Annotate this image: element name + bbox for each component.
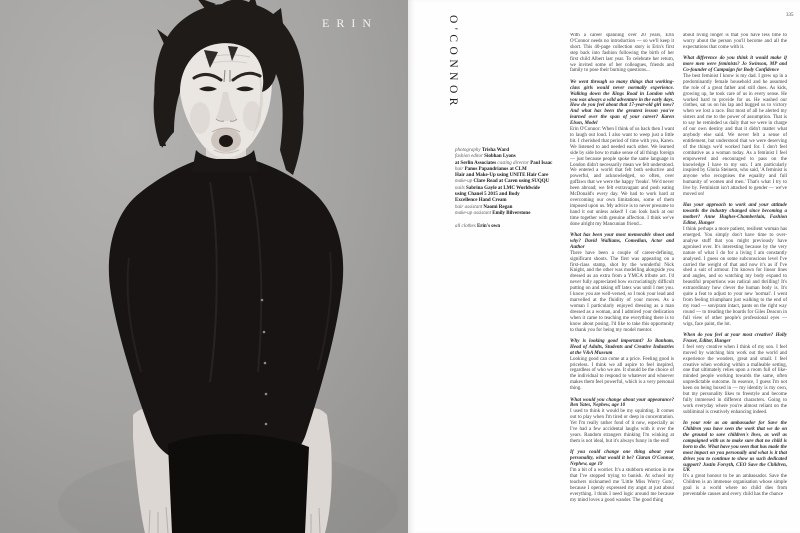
question-answer-block (683, 203, 787, 327)
question-answer-block (570, 450, 674, 503)
credit-line: make-up Clare Read at Caren using SUQQU (455, 179, 550, 185)
question-text: Has your approach to work and your attitude towards the industry changed since becoming a mother? Anne Hughes-Chamberlain, Fashion Editor, Hunger (683, 203, 787, 227)
answer-text: I think perhaps a more patient, resilient woman has emerged. You simply don't have time to over-analyse stuff that you might previously have agonised over. It's interesting because by the very nature of what I do for a living I am constantly analysed. I guess on some subconscious level I've carried the weight of that and now it's as if I've shed a suit of armour. I'm known for linear lines and angles, and so watching my body expand to beautiful proportions was radical and thrilling! It's extraordinary how clever the human body is. It's quite a feat to adjust to your new 'normal'. I went from feeling triumphant just walking to the end of my road — son/pram intact, pants on the right way round — to treading the boards for Giles Deacon in full view of other people's professional eyes — wigs, face paint, the lot. (683, 227, 787, 327)
question-answer-block (683, 56, 787, 198)
question-text: We went through so many things that working-class girls would never normally experience. Walking down the Kings Road in London with you was always a wild adventure in the early days. How do you feel about that 17-year-old girl now? And what has been the greatest lesson you've learned over the span of your career? Karen Elson, Model (570, 79, 674, 127)
credit-line: fashion editor Siobhan Lyons (455, 154, 516, 160)
question-text: Why is looking good important? Jo Banham, Head of Adults, Students and Creative Industries at the V&A Museum (570, 338, 674, 356)
question-answer-block (570, 233, 674, 333)
question-text: When do you feel at your most creative? Holly Fraser, Editor, Hunger (683, 333, 787, 344)
question-answer-block (570, 398, 674, 445)
credit-line: Hair and Make-Up using UNITE Hair Care (455, 173, 549, 179)
credit-line: hair assistant Naomi Regan (455, 204, 513, 210)
intro-paragraph: about living longer is that you have less time to worry about the person you'll become and all the expectations that come with it. (683, 33, 787, 50)
question-text: What would you change about your appearance? Ben Yates, Nephew, age 10 (570, 397, 674, 409)
answer-text: I used to think it would be my squinting. It comes out to play when I'm tired or deep in concentration. Yet I'm really rather fond of it now, especially as I've had a few accidental laughs with it over the years. Random strangers thinking I'm winking at them is not ideal, but it's always funny in the end! (570, 409, 674, 444)
answer-text: I'm a bit of a worrier. It's a stubborn emotion in me that I've stopped trying to banish. At school my teachers nicknamed me 'Little Miss Worry Guts', because I openly expressed my angst at just about everything. I think I need logic around me because my mind loves a good wander. The good thing (570, 468, 674, 503)
page-number: 335 (786, 13, 794, 18)
page-title-vertical: O'CONNOR (447, 15, 459, 110)
question-text: What has been your most memorable shoot and why? David Walliams, Comedian, Actor and Author (570, 233, 674, 250)
credit-line: nails Sabrina Gayle at LMC Worldwide (455, 185, 540, 191)
article-column-2 (683, 33, 787, 528)
credits-block (455, 148, 583, 231)
question-answer-block (683, 333, 787, 416)
credit-line: Excellence Hand Cream (455, 198, 507, 204)
black-skirt (168, 434, 309, 533)
question-answer-block (570, 80, 674, 228)
answer-text: Looking good can come at a price. Feeling good is priceless. I think we all aspire to feel inspired, regardless of who we are. It should be the choice of the individual to respond to whatever and whoever makes them feel powerful, which is a very personal thing. (570, 356, 674, 392)
credit-line: make-up assistant Emily Bilverstone (455, 210, 531, 216)
answer-text: I feel very creative when I think of my son. I feel moved by watching him work out the world and experience the wonders, great and small. I feel creative when working within a malleable setting, one that ultimately relies upon a room full of like-minded people working towards the same, often unpredictable outcome. In essence, I guess I'm not keen on being boxed in — my identity is my own, but my personality likes to freestyle and become fully immersed in different characters. Going to work everyday where you're almost reliant on the subliminal is creatively enhancing indeed. (683, 344, 787, 415)
question-answer-block (683, 421, 787, 498)
question-text: If you could change one thing about your personality, what would it be? Ciaran O'Connor, Nephew, age 19 (570, 450, 674, 468)
answer-text: The best feminist I know is my dad. I grew up in a predominantly female household and he assumed the role of a great father and still does. As kids, growing up, he took care of us in every sense. He worked hard to provide for us. He washed our clothes, sat us on his lap and hugged us to victory when we lost a race. But most of all he alerted my sisters and me to the power of assumption. That is to say he reminded us daily that we were in charge of our own destiny and that it didn't matter what anybody else said. We never felt a sense of entitlement, but understood that we were deserving of the things we'd worked hard for. I don't feel combative as a woman today. As a feminist I feel empowered and encouraged to pass on the knowledge I have to my son. I am particularly inspired by Gloria Steinem, who said, 'A feminist is anyone who recognises the equality and full humanity of women and men.' That's what I try to live by. Feminism isn't attached to gender — we've moved on! (683, 73, 787, 198)
question-text: In your role as an ambassador for Save the Children you have seen the work that we do on the ground to save children's lives, as well as campaigned with us to make sure that no child is born to die. What have you seen that has made the most impact on you personally and what is it that drives you to continue to show us such dedicated support? Justin Forsyth, CEO Save the Children, UK (683, 421, 787, 474)
credit-line: hair Panos Papandrianos at CLM (455, 166, 527, 172)
answer-text: Erin O'Connor: When I think of us back then I want to laugh out loud. I also want to weep just a little bit. I cherished that period of time with you, Karen. We listened to and needed each other. We learned side by side how to make sense of all things foreign — just because people spoke the same language in London didn't necessarily mean we felt understood. We entered a world that felt both seductive and powerful, and acknowledged, so often, over guffaws that we were the happy 'freaks'. We'd never been abroad; we felt extravagant and posh eating McDonald's every day. We had to work hard at overcoming our own limitations, some of them imposed upon us. My advice is to never presume to hand it out unless asked! I can look back at our time together with genuine affection. I think we've done alright my Mancunian friend... (570, 127, 674, 227)
credit-line: photography Trisha Ward (455, 148, 509, 153)
answer-text: There have been a couple of career-defining, significant shoots. The first was appearing on a first-class stamp, shot by the wonderful Nick Knight, and the other was modelling alongside you dressed as an extra from a YMCA tribute act. I'd never fully appreciated how excruciatingly difficult putting on and taking off latex was until I met you. I know you are well-versed, so I took your lead and marvelled at the fluidity of your moves. As a woman I particularly enjoyed dressing as a man dressed as a woman, and I admired your dedication when it came to teaching me everything there is to know about posing. I'd like to take this opportunity to thank you for being my model mentor. (570, 250, 674, 333)
article-column-1 (570, 33, 674, 528)
credit-line: using Chanel 5 2015 and Body (455, 192, 520, 198)
answer-text: It's a great honour to be an ambassador. Save the Children is an immense organisation whose simple goal is a world where no child dies from preventable causes and every child has the chance (683, 474, 787, 498)
question-text: What difference do you think it would make if more men were feminists? Jo Swinson, MP and Co-founder of Campaign for Body Confidence (683, 56, 787, 74)
question-answer-block (570, 339, 674, 392)
intro-paragraph: With a career spanning over 20 years, Erin O'Connor needs no introduction — so we'll keep it short. This 40-page collection story is Erin's first step back into fashion following the birth of her first child Albert last year. To celebrate her return, we invited some of her colleagues, friends and family to pose their burning questions... (570, 33, 674, 74)
open-mouth (219, 135, 233, 147)
photo-title: ERIN (322, 16, 378, 30)
credit-line: all clothes Erin's own (455, 224, 501, 230)
credit-line: at Serlin Associates casting director Paul Isaac (455, 160, 553, 166)
